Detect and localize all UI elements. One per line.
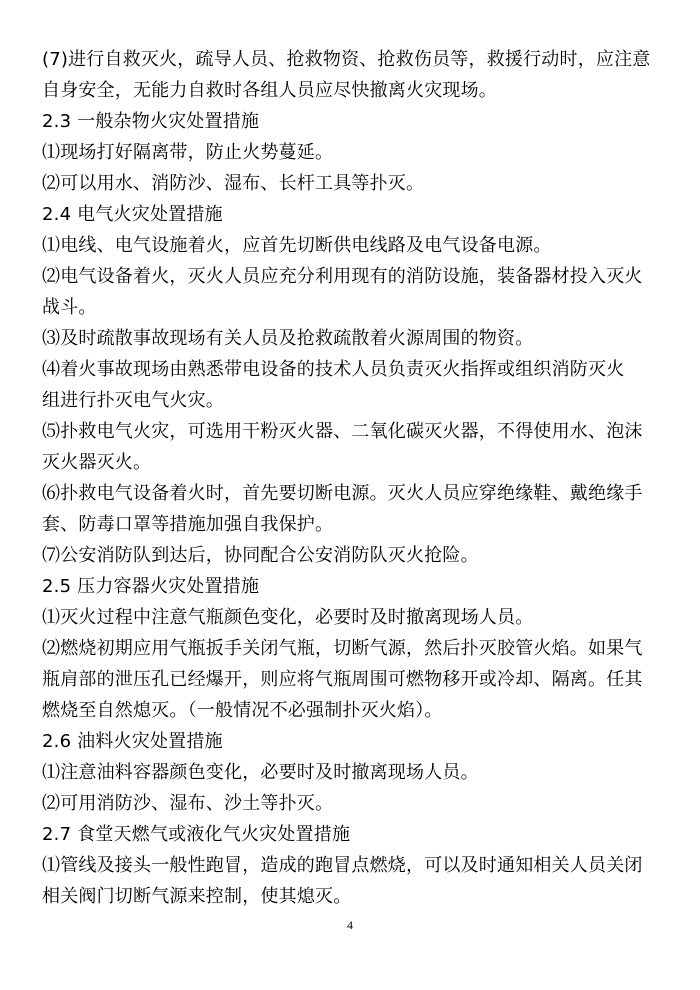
text-line: (7)进行自救灭火，疏导人员、抢救物资、抢救伤员等，救援行动时，应注意 [42,49,651,70]
text-line: 组进行扑灭电气火灾。 [42,390,224,411]
page-number: 4 [347,918,353,932]
text-line: 瓶肩部的泄压孔已经爆开，则应将气瓶周围可燃物移开或冷却、隔离。任其 [42,669,643,690]
text-line: 灭火器灭火。 [42,452,152,473]
section-heading: 2.3 一般杂物火灾处置措施 [42,111,260,132]
list-item: ⑵燃烧初期应用气瓶扳手关闭气瓶，切断气源，然后扑灭胶管火焰。如果气 [42,638,643,659]
text-line: 套、防毒口罩等措施加强自我保护。 [42,514,334,535]
text-line: 自身安全，无能力自救时各组人员应尽快撤离火灾现场。 [42,80,497,101]
list-item: ⑴现场打好隔离带，防止火势蔓延。 [42,142,334,163]
list-item: ⑵可用消防沙、湿布、沙土等扑灭。 [42,793,334,814]
text-line: 燃烧至自然熄灭。（一般情况不必强制扑灭火焰）。 [42,700,443,721]
list-item: ⑷着火事故现场由熟悉带电设备的技术人员负责灭火指挥或组织消防灭火 [42,359,625,380]
text-line: 相关阀门切断气源来控制，使其熄灭。 [42,886,352,907]
list-item: ⑴管线及接头一般性跑冒，造成的跑冒点燃烧，可以及时通知相关人员关闭 [42,855,643,876]
section-heading: 2.7 食堂天燃气或液化气火灾处置措施 [42,824,351,845]
list-item: ⑶及时疏散事故现场有关人员及抢救疏散着火源周围的物资。 [42,328,534,349]
list-item: ⑴电线、电气设施着火，应首先切断供电线路及电气设备电源。 [42,235,552,256]
list-item: ⑵可以用水、消防沙、湿布、长杆工具等扑灭。 [42,173,425,194]
list-item: ⑸扑救电气火灾，可选用干粉灭火器、二氧化碳灭火器，不得使用水、泡沫 [42,421,643,442]
section-heading: 2.4 电气火灾处置措施 [42,204,223,225]
text-line: 战斗。 [42,297,97,318]
list-item: ⑴注意油料容器颜色变化，必要时及时撤离现场人员。 [42,762,479,783]
list-item: ⑺公安消防队到达后，协同配合公安消防队灭火抢险。 [42,545,479,566]
section-heading: 2.6 油料火灾处置措施 [42,731,223,752]
section-heading: 2.5 压力容器火灾处置措施 [42,576,260,597]
list-item: ⑹扑救电气设备着火时，首先要切断电源。灭火人员应穿绝缘鞋、戴绝缘手 [42,483,643,504]
list-item: ⑴灭火过程中注意气瓶颜色变化，必要时及时撤离现场人员。 [42,607,534,628]
document-body [42,44,662,912]
list-item: ⑵电气设备着火，灭火人员应充分利用现有的消防设施，装备器材投入灭火 [42,266,643,287]
